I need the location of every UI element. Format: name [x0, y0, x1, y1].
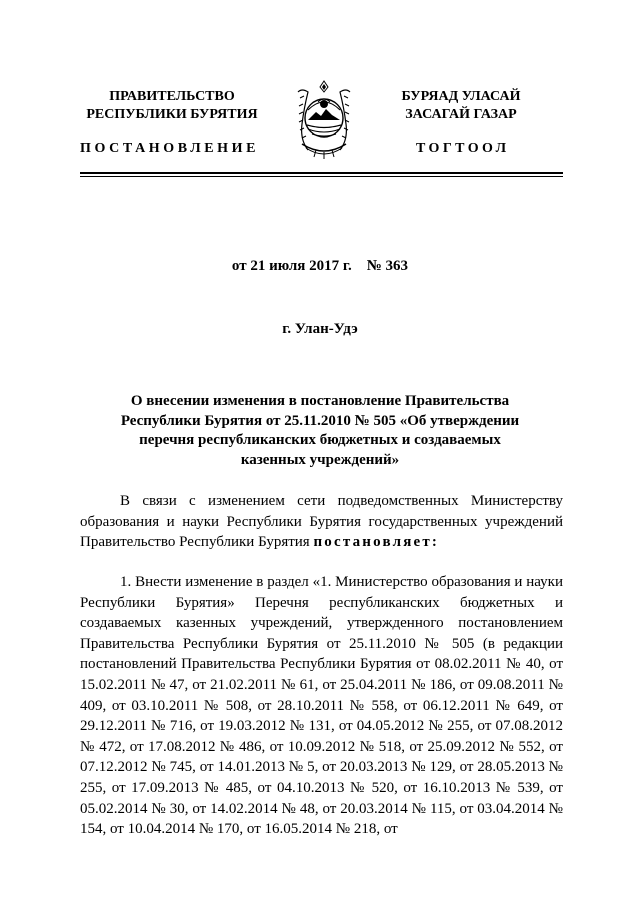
preamble-paragraph — [80, 491, 563, 553]
header-left-line1: ПРАВИТЕЛЬСТВО — [109, 89, 235, 104]
decree-title-bur: ТОГТООЛ — [416, 141, 510, 156]
subject-line-3: перечня республиканских бюджетных и создаваемых — [139, 432, 501, 448]
header-left-line2: РЕСПУБЛИКИ БУРЯТИЯ — [86, 107, 258, 122]
date-number: от 21 июля 2017 г. № 363 — [231, 258, 409, 274]
header-divider-thick — [80, 172, 563, 174]
decree-title-ru: ПОСТАНОВЛЕНИЕ — [80, 141, 260, 156]
item-1-text: 1. Внести изменение в раздел «1. Министерство образования и науки Республики Бурятия» Перечня республиканских бюджетных и создаваемых казенных учреждений, утвержденного постановлением Правительства Республики Бурятия от 25.11.2010 № 505 (в редакции постановлений Правительства Республики Бурятия от 08.02.2011 № 40, от 15.02.2011 № 47, от 21.02.2011 № 61, от 25.04.2011 № 186, от 09.08.2011 № 409, от 03.10.2011 № 508, от 28.10.2011 № 558, от 06.12.2011 № 649, от 29.12.2011 № 716, от 19.03.2012 № 131, от 04.05.2012 № 255, от 07.08.2012 № 472, от 17.08.2012 № 486, от 10.09.2012 № 518, от 25.09.2012 № 552, от 07.12.2012 № 745, от 14.01.2013 № 5, от 20.03.2013 № 129, от 28.05.2013 № 255, от 17.09.2013 № 485, от 04.10.2013 № 520, от 16.10.2013 № 539, от 05.02.2014 № 30, от 14.02.2014 № 48, от 20.03.2014 № 115, от 03.04.2014 № 154, от 10.04.2014 № 170, от 16.05.2014 № 218, от — [80, 574, 563, 838]
header-right-line1: БУРЯАД УЛАСАЙ — [401, 89, 521, 104]
header-right-line2: ЗАСАГАЙ ГАЗАР — [405, 107, 517, 122]
subject-line-1: О внесении изменения в постановление Правительства — [130, 393, 510, 409]
city: г. Улан-Удэ — [282, 321, 358, 337]
decree-subject — [110, 392, 530, 470]
preamble-text: В связи с изменением сети подведомственных Министерству образования и науки Республики Бурятия государственных учреждений Правительство Республики Бурятия — [80, 493, 563, 551]
coat-of-arms-icon — [294, 78, 354, 160]
subject-line-4: казенных учреждений» — [240, 451, 400, 468]
subject-line-2: Республики Бурятия от 25.11.2010 № 505 «Об утверждении — [120, 412, 520, 429]
item-1-paragraph — [80, 572, 563, 840]
decree-word: постановляет: — [313, 534, 440, 551]
header-divider-thin — [80, 176, 563, 177]
header-left — [82, 88, 262, 124]
header-right — [376, 88, 546, 124]
